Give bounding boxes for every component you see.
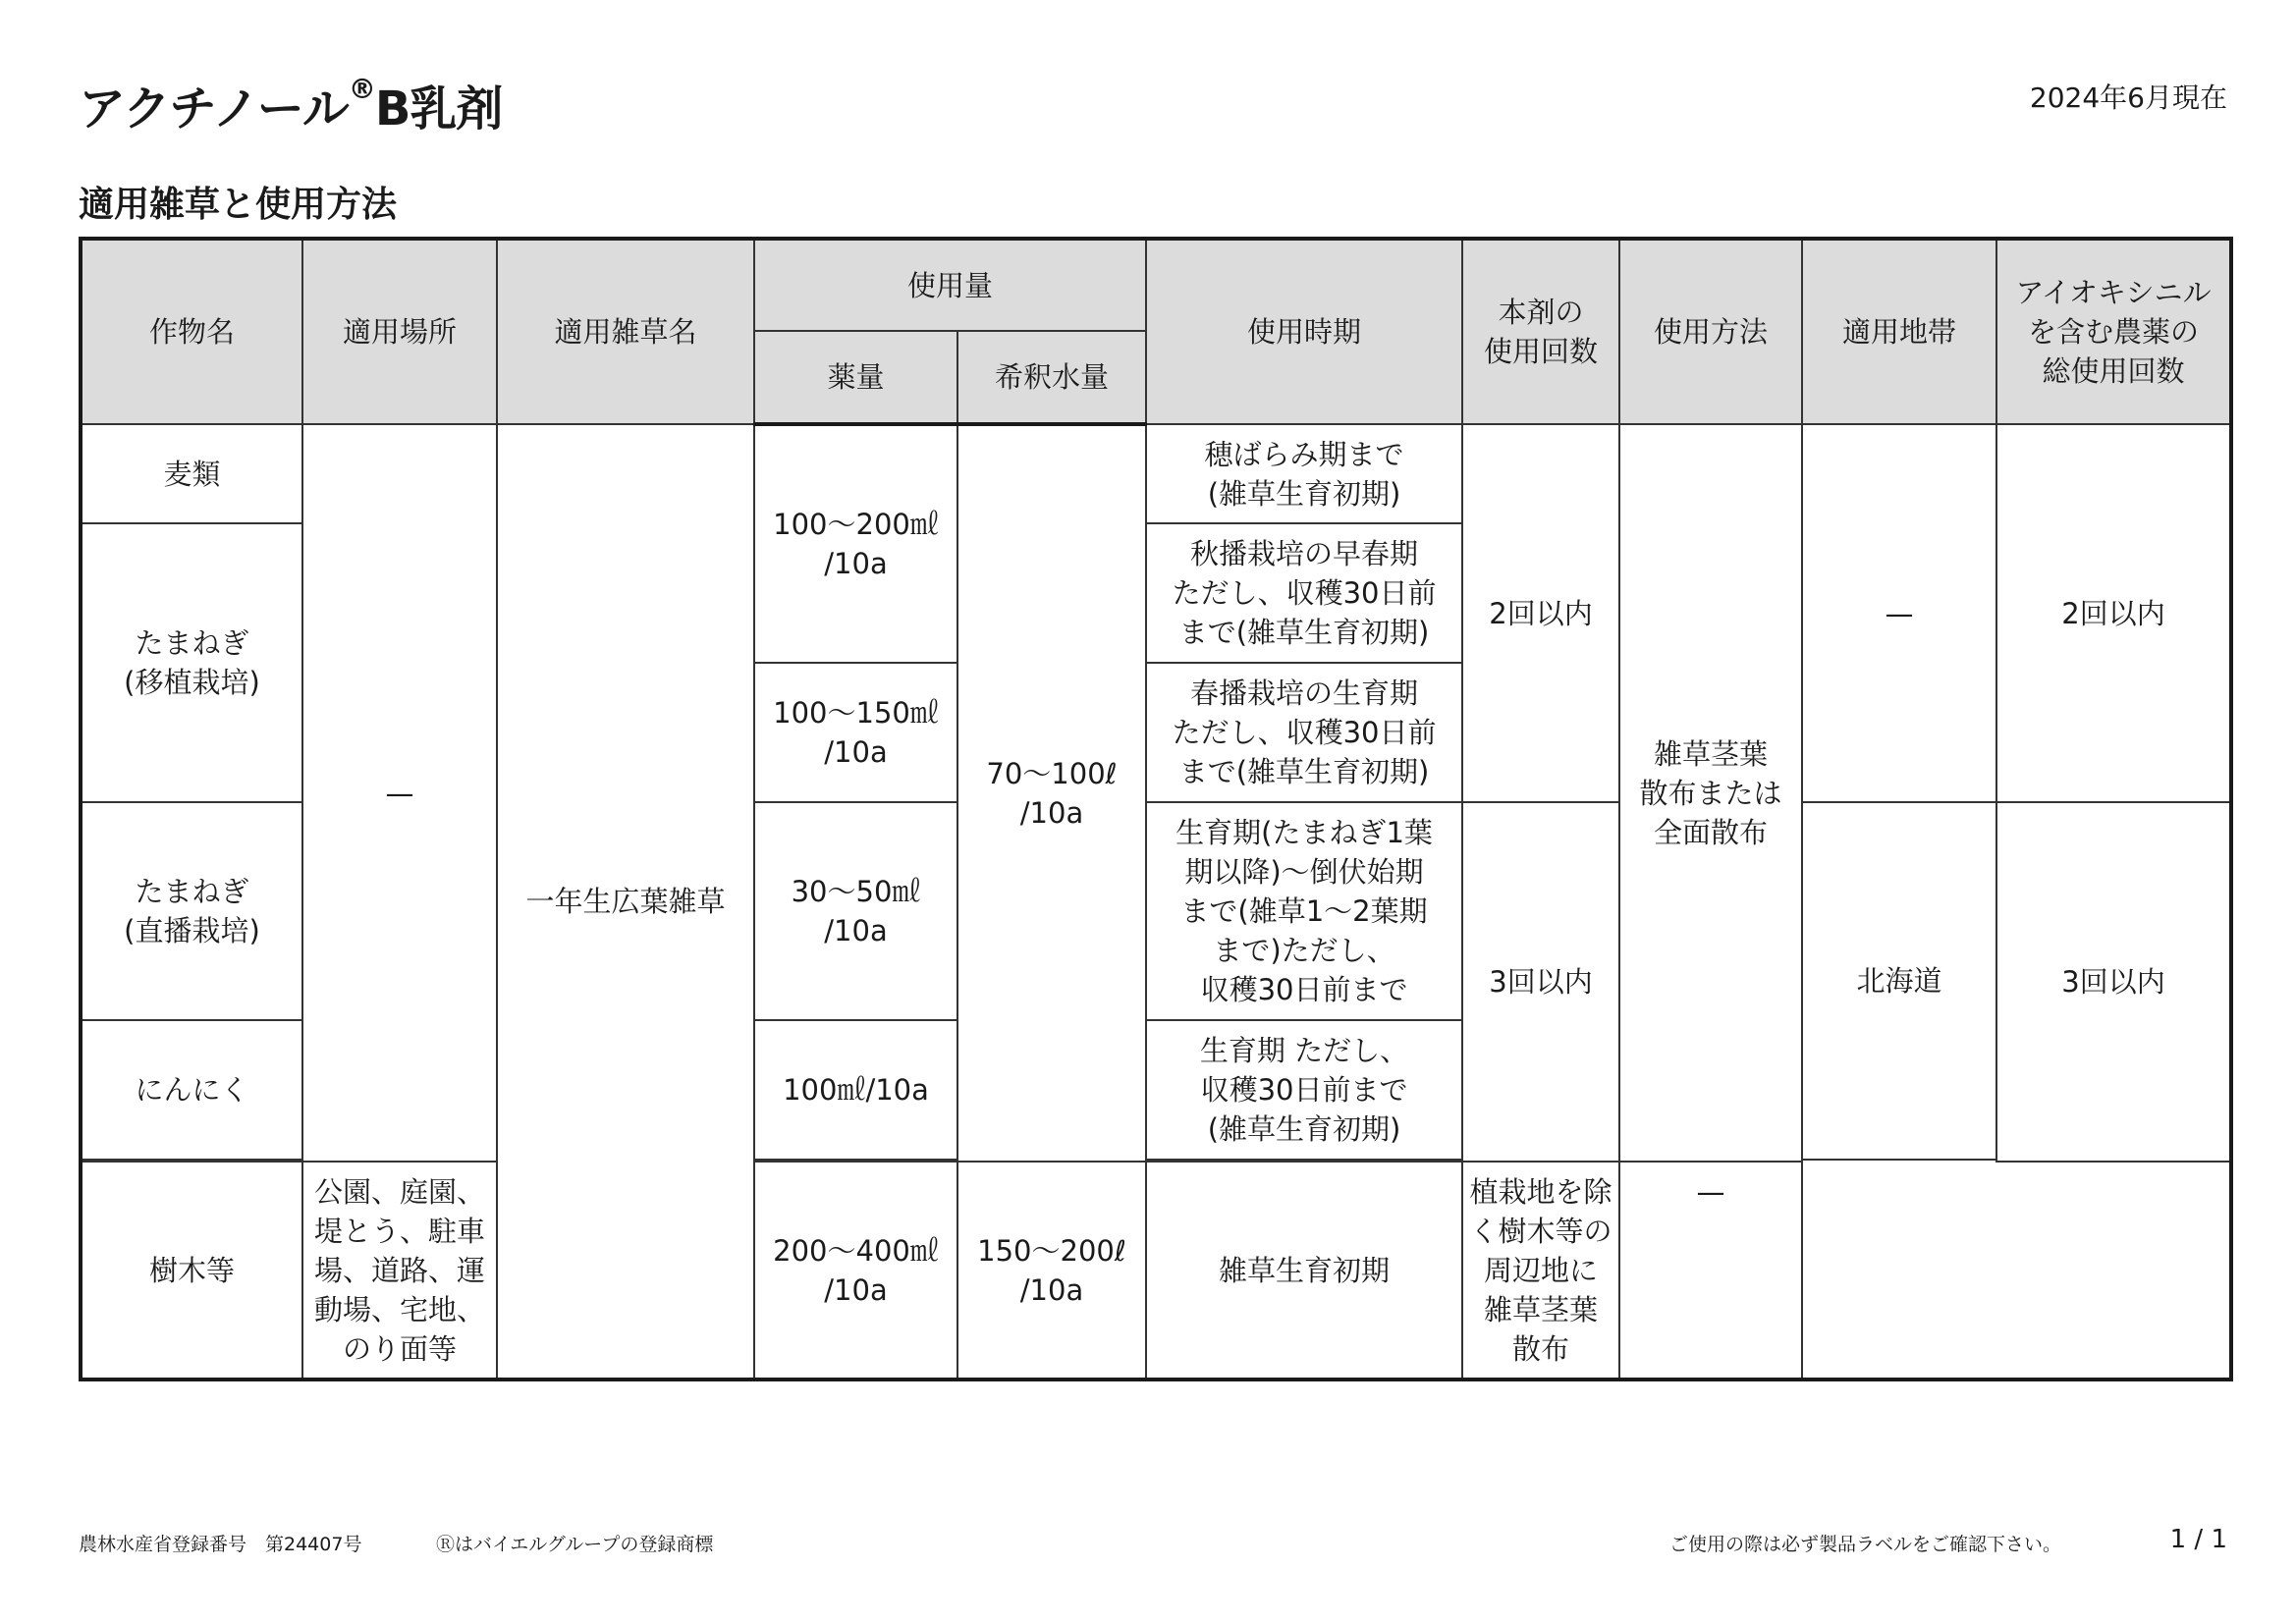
cell-total-2: 3回以内 [1996,802,2231,1162]
header-count: 本剤の 使用回数 [1462,239,1619,424]
header-site: 適用場所 [302,239,497,424]
cell-count-2: 3回以内 [1462,802,1619,1162]
registration-number: 農林水産省登録番号 第24407号 [79,1534,362,1555]
header-method: 使用方法 [1619,239,1802,424]
cell-timing-3: 春播栽培の生育期 ただし、収穫30日前 まで(雑草生育初期) [1146,663,1462,802]
cell-total-1: 2回以内 [1996,424,2231,802]
cell-weed: 一年生広葉雑草 [497,424,754,1380]
cell-method-2: 植栽地を除 く樹木等の 周辺地に 雑草茎葉 散布 [1462,1162,1619,1380]
cell-method-1: 雑草茎葉 散布または 全面散布 [1619,424,1802,1162]
caution-note: ご使用の際は必ず製品ラベルをご確認下さい。 [1669,1534,2062,1555]
cell-dose-2: 100～150㎖ /10a [754,663,957,802]
header-total-count: アイオキシニル を含む農薬の 総使用回数 [1996,239,2231,424]
cell-dose-3: 30～50㎖ /10a [754,802,957,1020]
cell-crop-onion-transplant: たまねぎ (移植栽培) [81,523,302,802]
cell-dilution-1: 70～100ℓ /10a [957,424,1146,1162]
cell-timing-1: 穂ばらみ期まで (雑草生育初期) [1146,424,1462,523]
cell-site-trees: 公園、庭園、 堤とう、駐車 場、道路、運 動場、宅地、 のり面等 [302,1162,497,1380]
page-title [79,71,502,138]
cell-region-dash-1: — [1802,424,1996,802]
registered-mark: ® [348,73,375,105]
header-timing: 使用時期 [1146,239,1462,424]
cell-timing-6: 雑草生育初期 [1146,1162,1462,1380]
cell-crop-wheat: 麦類 [81,424,302,523]
section-title: 適用雑草と使用方法 [79,185,398,225]
cell-region-dash-2: — [1619,1162,1802,1380]
cell-dilution-2: 150～200ℓ /10a [957,1162,1146,1380]
cell-region-hokkaido: 北海道 [1802,802,1996,1160]
cell-timing-2: 秋播栽培の早春期 ただし、収穫30日前 まで(雑草生育初期) [1146,523,1462,663]
cell-dose-1: 100～200㎖ /10a [754,424,957,663]
header-weed: 適用雑草名 [497,239,754,424]
header-dilution: 希釈水量 [957,331,1146,424]
usage-table [79,237,2233,1381]
cell-count-1: 2回以内 [1462,424,1619,802]
trademark-note: Ⓡはバイエルグループの登録商標 [436,1534,714,1555]
title-sub: B乳剤 [374,81,503,136]
header-region: 適用地帯 [1802,239,1996,424]
page-number: 1 / 1 [2169,1525,2227,1554]
cell-crop-onion-direct: たまねぎ (直播栽培) [81,802,302,1020]
header-crop: 作物名 [81,239,302,424]
cell-site-dash: — [302,424,497,1162]
cell-dose-4: 100㎖/10a [754,1020,957,1160]
date-label: 2024年6月現在 [2029,81,2227,114]
cell-timing-5: 生育期 ただし、 収穫30日前まで (雑草生育初期) [1146,1020,1462,1160]
cell-crop-garlic: にんにく [81,1020,302,1160]
cell-timing-4: 生育期(たまねぎ1葉 期以降)～倒伏始期 まで(雑草1～2葉期 まで)ただし、 収穫30日前まで [1146,802,1462,1020]
header-usage: 使用量 [754,239,1146,331]
cell-crop-trees: 樹木等 [81,1162,302,1380]
title-main: アクチノール [79,81,349,136]
cell-dose-5: 200～400㎖ /10a [754,1162,957,1380]
header-dose: 薬量 [754,331,957,424]
